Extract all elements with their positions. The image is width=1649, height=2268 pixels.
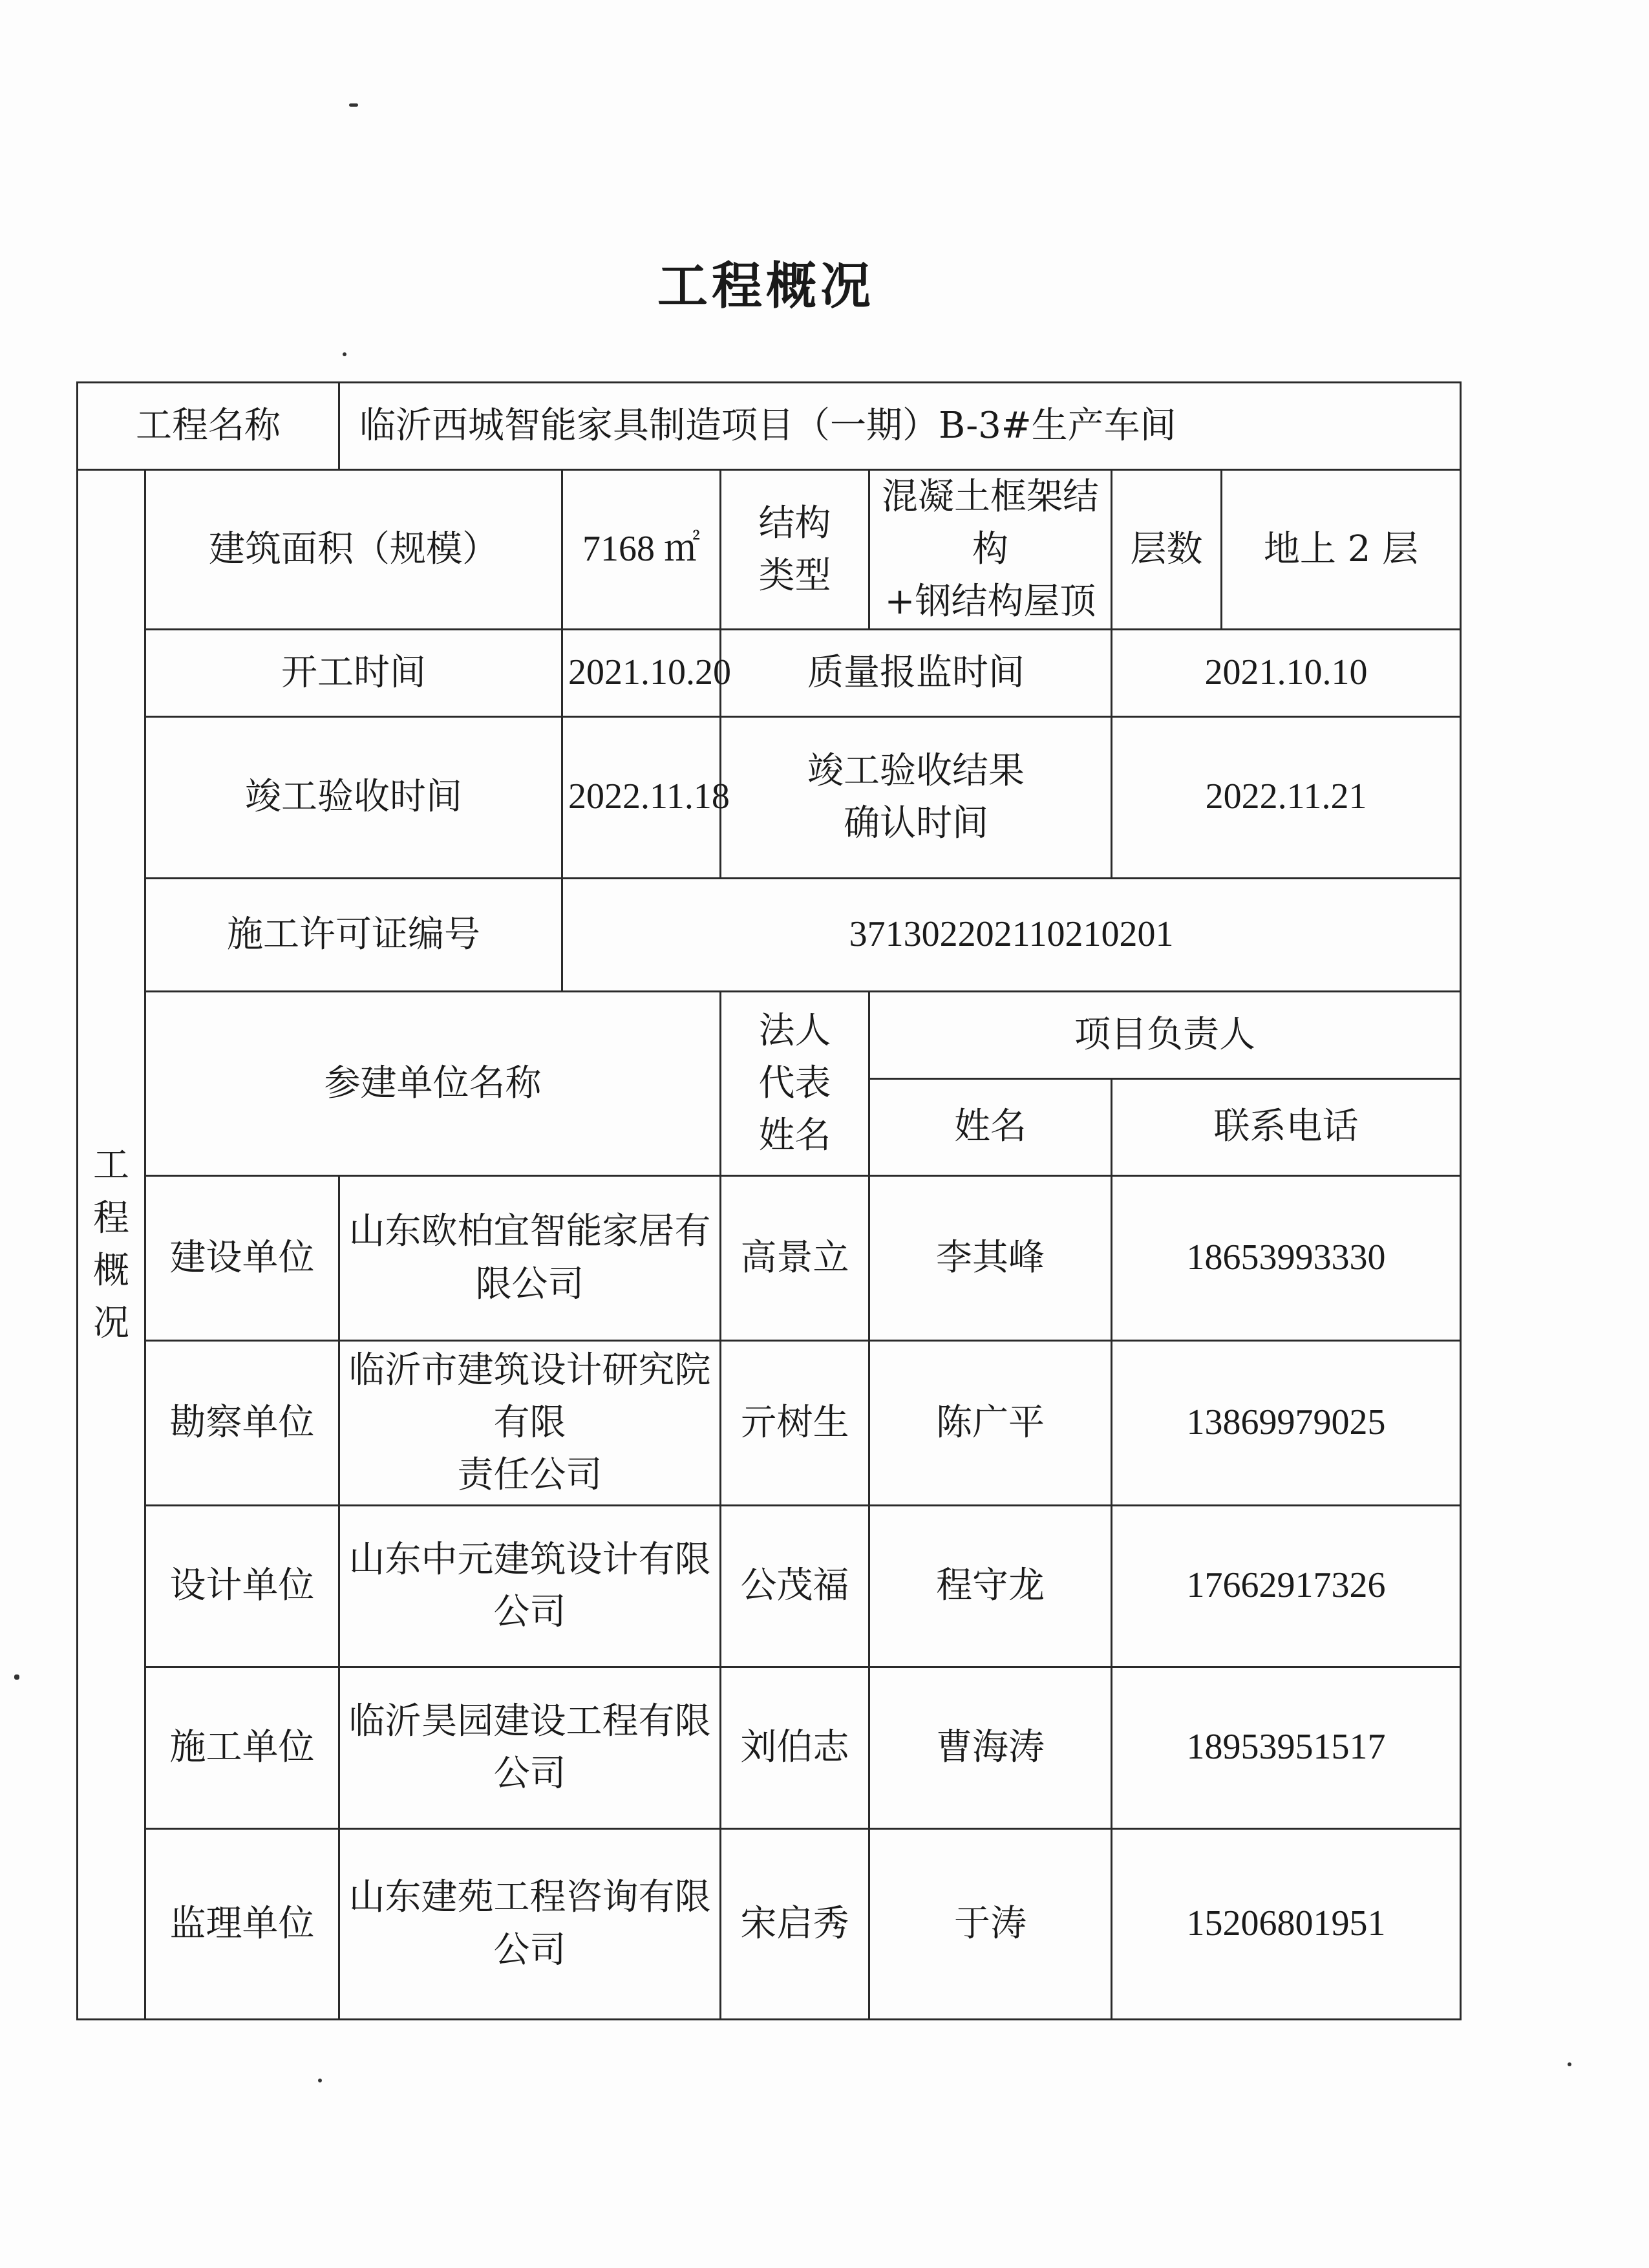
table-row (78, 1175, 1461, 1340)
permit-label: 施工许可证编号 (145, 878, 562, 991)
unit-company: 山东欧柏宜智能家居有限公司 (339, 1175, 721, 1340)
unit-phone: 18953951517 (1112, 1667, 1461, 1828)
scan-speck (349, 103, 358, 107)
scan-speck (318, 2079, 322, 2082)
page-title: 工程概况 (657, 257, 875, 316)
structure-label: 结构 类型 (721, 470, 869, 630)
unit-legal-rep: 高景立 (721, 1175, 869, 1340)
unit-role: 施工单位 (145, 1667, 339, 1828)
unit-phone: 15206801951 (1112, 1828, 1461, 2019)
unit-phone: 13869979025 (1112, 1340, 1461, 1505)
units-header-row (78, 991, 1461, 1078)
unit-manager: 李其峰 (869, 1175, 1112, 1340)
completion-value: 2022.11.18 (562, 716, 721, 878)
confirm-value: 2022.11.21 (1112, 716, 1461, 878)
legal-rep-label: 法人 代表 姓名 (721, 991, 869, 1175)
start-value: 2021.10.20 (562, 629, 721, 716)
unit-legal-rep: 亓树生 (721, 1340, 869, 1505)
unit-company: 临沂昊园建设工程有限公司 (339, 1667, 721, 1828)
structure-value: 混凝土框架结构 +钢结构屋顶 (869, 470, 1112, 630)
units-label: 参建单位名称 (145, 991, 721, 1175)
start-label: 开工时间 (145, 629, 562, 716)
unit-manager: 于涛 (869, 1828, 1112, 2019)
unit-company: 山东中元建筑设计有限公司 (339, 1505, 721, 1667)
project-name-row (78, 383, 1461, 470)
table-row (78, 1340, 1461, 1505)
manager-phone-label: 联系电话 (1112, 1078, 1461, 1175)
quality-label: 质量报监时间 (721, 629, 1112, 716)
project-name-value: 临沂西城智能家具制造项目（一期）B-3#生产车间 (339, 383, 1461, 470)
unit-manager: 曹海涛 (869, 1667, 1112, 1828)
unit-manager: 程守龙 (869, 1505, 1112, 1667)
project-summary-table (76, 381, 1462, 2020)
permit-row (78, 878, 1461, 991)
scan-speck (343, 352, 346, 356)
project-name-label: 工程名称 (78, 383, 339, 470)
scan-speck (14, 1674, 19, 1680)
unit-role: 监理单位 (145, 1828, 339, 2019)
floors-value: 地上 2 层 (1222, 470, 1461, 630)
scan-speck (1568, 2062, 1571, 2066)
unit-legal-rep: 公茂福 (721, 1505, 869, 1667)
permit-value: 371302202110210201 (562, 878, 1461, 991)
completion-label: 竣工验收时间 (145, 716, 562, 878)
table-row (78, 1505, 1461, 1667)
confirm-label: 竣工验收结果 确认时间 (721, 716, 1112, 878)
table-row (78, 1828, 1461, 2019)
unit-role: 勘察单位 (145, 1340, 339, 1505)
side-label: 工 程 概 况 (78, 470, 145, 2020)
manager-name-label: 姓名 (869, 1078, 1112, 1175)
unit-role: 设计单位 (145, 1505, 339, 1667)
area-value: 7168 ㎡ (562, 470, 721, 630)
floors-label: 层数 (1112, 470, 1222, 630)
unit-legal-rep: 宋启秀 (721, 1828, 869, 2019)
unit-phone: 17662917326 (1112, 1505, 1461, 1667)
start-row (78, 629, 1461, 716)
unit-role: 建设单位 (145, 1175, 339, 1340)
unit-company: 临沂市建筑设计研究院有限 责任公司 (339, 1340, 721, 1505)
table-row (78, 1667, 1461, 1828)
completion-row (78, 716, 1461, 878)
unit-phone: 18653993330 (1112, 1175, 1461, 1340)
unit-legal-rep: 刘伯志 (721, 1667, 869, 1828)
unit-company: 山东建苑工程咨询有限公司 (339, 1828, 721, 2019)
quality-value: 2021.10.10 (1112, 629, 1461, 716)
manager-label: 项目负责人 (869, 991, 1461, 1078)
area-row (78, 470, 1461, 630)
area-label: 建筑面积（规模） (145, 470, 562, 630)
unit-manager: 陈广平 (869, 1340, 1112, 1505)
